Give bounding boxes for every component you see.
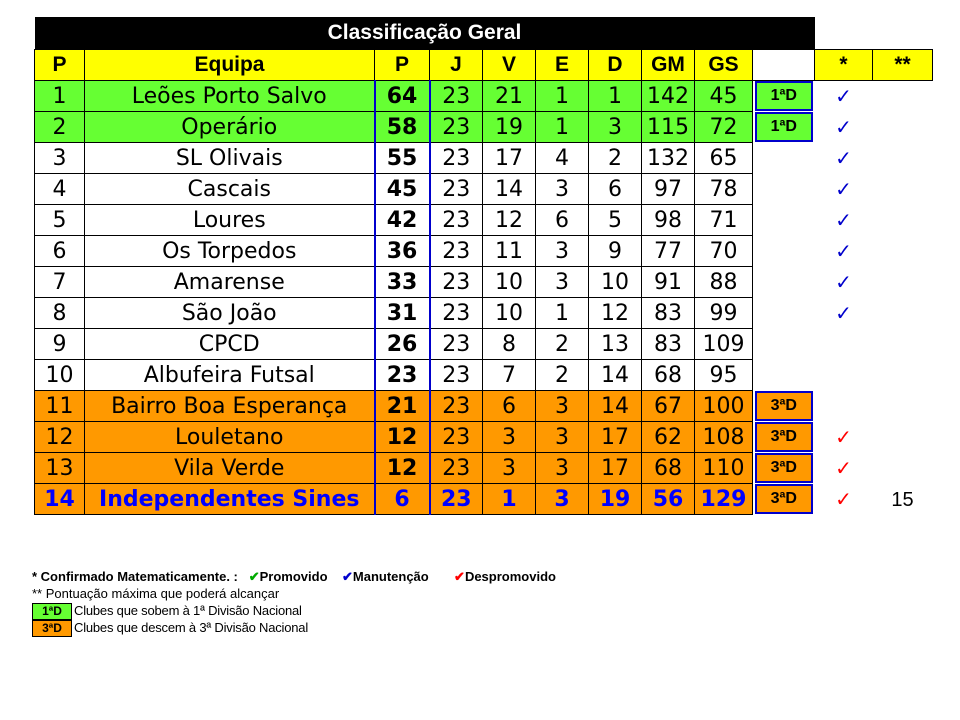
- position-cell: 7: [35, 267, 85, 298]
- division-cell: [753, 267, 815, 298]
- position-cell: 2: [35, 112, 85, 143]
- drawn-cell: 2: [536, 329, 589, 360]
- goals-against-cell: 108: [695, 422, 753, 453]
- division-badge: 3ªD: [755, 391, 813, 421]
- table-row: [35, 391, 933, 422]
- goals-against-cell: 109: [695, 329, 753, 360]
- check-icon: ✔: [454, 569, 465, 584]
- header-team: Equipa: [85, 50, 375, 81]
- legend-max-points: ** Pontuação máxima que poderá alcançar: [32, 586, 280, 601]
- division-cell: [753, 360, 815, 391]
- won-cell: 11: [483, 236, 536, 267]
- header-position: P: [35, 50, 85, 81]
- team-cell: São João: [85, 298, 375, 329]
- check-icon: ✓: [835, 114, 852, 139]
- table-row: [35, 267, 933, 298]
- lost-cell: 14: [589, 360, 642, 391]
- lost-cell: 10: [589, 267, 642, 298]
- goals-against-cell: 78: [695, 174, 753, 205]
- check-icon: ✓: [835, 238, 852, 263]
- goals-for-cell: 98: [642, 205, 695, 236]
- drawn-cell: 1: [536, 81, 589, 112]
- points-cell: 6: [375, 484, 430, 515]
- header-max-points: **: [873, 50, 933, 81]
- check-icon: ✓: [835, 83, 852, 108]
- first-division-box: 1ªD: [32, 603, 72, 620]
- lost-cell: 1: [589, 81, 642, 112]
- won-cell: 17: [483, 143, 536, 174]
- won-cell: 10: [483, 298, 536, 329]
- legend-confirmed-label: * Confirmado Matematicamente. :: [32, 569, 238, 584]
- confirmed-cell: [815, 81, 873, 112]
- drawn-cell: 3: [536, 236, 589, 267]
- division-cell: [753, 205, 815, 236]
- table-row: [35, 484, 933, 515]
- points-cell: 55: [375, 143, 430, 174]
- division-badge: 3ªD: [755, 453, 813, 483]
- lost-cell: 3: [589, 112, 642, 143]
- goals-for-cell: 62: [642, 422, 695, 453]
- table-row: [35, 112, 933, 143]
- lost-cell: 19: [589, 484, 642, 515]
- confirmed-cell: [815, 236, 873, 267]
- check-icon: ✓: [835, 176, 852, 201]
- lost-cell: 5: [589, 205, 642, 236]
- confirmed-cell: [815, 329, 873, 360]
- legend-promoted: Promovido: [259, 569, 328, 584]
- goals-against-cell: 99: [695, 298, 753, 329]
- max-points-cell: [873, 143, 933, 174]
- lost-cell: 17: [589, 453, 642, 484]
- goals-for-cell: 115: [642, 112, 695, 143]
- position-cell: 5: [35, 205, 85, 236]
- goals-against-cell: 70: [695, 236, 753, 267]
- table-title: Classificação Geral: [35, 17, 815, 50]
- goals-for-cell: 142: [642, 81, 695, 112]
- points-cell: 12: [375, 453, 430, 484]
- played-cell: 23: [430, 143, 483, 174]
- division-badge: 1ªD: [755, 81, 813, 111]
- goals-against-cell: 129: [695, 484, 753, 515]
- check-icon: ✓: [835, 455, 852, 480]
- team-cell: Operário: [85, 112, 375, 143]
- division-cell: [753, 143, 815, 174]
- team-cell: Albufeira Futsal: [85, 360, 375, 391]
- team-cell: Os Torpedos: [85, 236, 375, 267]
- played-cell: 23: [430, 484, 483, 515]
- team-cell: Amarense: [85, 267, 375, 298]
- check-icon: ✓: [835, 300, 852, 325]
- lost-cell: 14: [589, 391, 642, 422]
- division-badge: 3ªD: [755, 422, 813, 452]
- played-cell: 23: [430, 422, 483, 453]
- confirmed-cell: [815, 174, 873, 205]
- won-cell: 12: [483, 205, 536, 236]
- drawn-cell: 6: [536, 205, 589, 236]
- team-cell: Vila Verde: [85, 453, 375, 484]
- header-goals-against: GS: [695, 50, 753, 81]
- played-cell: 23: [430, 205, 483, 236]
- points-cell: 21: [375, 391, 430, 422]
- confirmed-cell: [815, 112, 873, 143]
- division-badge: 1ªD: [755, 112, 813, 142]
- check-icon: ✓: [835, 424, 852, 449]
- drawn-cell: 3: [536, 391, 589, 422]
- points-cell: 42: [375, 205, 430, 236]
- won-cell: 3: [483, 422, 536, 453]
- drawn-cell: 4: [536, 143, 589, 174]
- goals-for-cell: 83: [642, 298, 695, 329]
- goals-for-cell: 97: [642, 174, 695, 205]
- legend-relegated: Despromovido: [464, 569, 556, 584]
- division-cell: [753, 112, 815, 143]
- points-cell: 31: [375, 298, 430, 329]
- confirmed-cell: [815, 422, 873, 453]
- goals-for-cell: 132: [642, 143, 695, 174]
- position-cell: 14: [35, 484, 85, 515]
- drawn-cell: 1: [536, 112, 589, 143]
- division-cell: [753, 174, 815, 205]
- goals-against-cell: 72: [695, 112, 753, 143]
- max-points-cell: [873, 298, 933, 329]
- played-cell: 23: [430, 453, 483, 484]
- played-cell: 23: [430, 174, 483, 205]
- max-points-cell: [873, 391, 933, 422]
- division-badge: 3ªD: [755, 484, 813, 514]
- max-points-cell: [873, 112, 933, 143]
- team-cell: Cascais: [85, 174, 375, 205]
- lost-cell: 2: [589, 143, 642, 174]
- points-cell: 45: [375, 174, 430, 205]
- position-cell: 13: [35, 453, 85, 484]
- header-points: P: [375, 50, 430, 81]
- header-division-blank: [753, 50, 815, 81]
- lost-cell: 17: [589, 422, 642, 453]
- standings-body: [35, 81, 933, 515]
- position-cell: 8: [35, 298, 85, 329]
- won-cell: 19: [483, 112, 536, 143]
- team-cell: Louletano: [85, 422, 375, 453]
- max-points-cell: [873, 174, 933, 205]
- header-won: V: [483, 50, 536, 81]
- confirmed-cell: [815, 205, 873, 236]
- points-cell: 36: [375, 236, 430, 267]
- drawn-cell: 1: [536, 298, 589, 329]
- check-icon: ✓: [835, 145, 852, 170]
- confirmed-cell: [815, 391, 873, 422]
- table-row: [35, 329, 933, 360]
- points-cell: 26: [375, 329, 430, 360]
- check-icon: ✔: [248, 569, 260, 584]
- header-played: J: [430, 50, 483, 81]
- table-row: [35, 205, 933, 236]
- header-lost: D: [589, 50, 642, 81]
- goals-for-cell: 77: [642, 236, 695, 267]
- goals-against-cell: 110: [695, 453, 753, 484]
- check-icon: ✓: [835, 269, 852, 294]
- points-cell: 12: [375, 422, 430, 453]
- played-cell: 23: [430, 267, 483, 298]
- team-cell: Loures: [85, 205, 375, 236]
- points-cell: 33: [375, 267, 430, 298]
- won-cell: 10: [483, 267, 536, 298]
- confirmed-cell: [815, 360, 873, 391]
- drawn-cell: 3: [536, 422, 589, 453]
- points-cell: 64: [375, 81, 430, 112]
- max-points-cell: [873, 453, 933, 484]
- team-cell: Leões Porto Salvo: [85, 81, 375, 112]
- goals-for-cell: 68: [642, 360, 695, 391]
- check-icon: ✓: [835, 207, 852, 232]
- max-points-cell: [873, 267, 933, 298]
- confirmed-cell: [815, 484, 873, 515]
- table-row: [35, 143, 933, 174]
- lost-cell: 6: [589, 174, 642, 205]
- played-cell: 23: [430, 298, 483, 329]
- header-goals-for: GM: [642, 50, 695, 81]
- position-cell: 4: [35, 174, 85, 205]
- goals-against-cell: 45: [695, 81, 753, 112]
- lost-cell: 12: [589, 298, 642, 329]
- header-drawn: E: [536, 50, 589, 81]
- division-cell: [753, 453, 815, 484]
- max-points-value: 15: [891, 488, 914, 511]
- table-row: [35, 453, 933, 484]
- position-cell: 12: [35, 422, 85, 453]
- header-confirmed: *: [815, 50, 873, 81]
- lost-cell: 9: [589, 236, 642, 267]
- max-points-cell: [873, 205, 933, 236]
- goals-against-cell: 95: [695, 360, 753, 391]
- division-cell: [753, 236, 815, 267]
- won-cell: 1: [483, 484, 536, 515]
- lost-cell: 13: [589, 329, 642, 360]
- team-cell: Independentes Sines: [85, 484, 375, 515]
- max-points-cell: [873, 236, 933, 267]
- division-cell: [753, 81, 815, 112]
- won-cell: 21: [483, 81, 536, 112]
- team-cell: SL Olivais: [85, 143, 375, 174]
- first-division-text: Clubes que sobem à 1ª Divisão Nacional: [74, 603, 302, 618]
- goals-against-cell: 88: [695, 267, 753, 298]
- points-cell: 58: [375, 112, 430, 143]
- played-cell: 23: [430, 391, 483, 422]
- confirmed-cell: [815, 453, 873, 484]
- goals-for-cell: 68: [642, 453, 695, 484]
- table-row: [35, 422, 933, 453]
- played-cell: 23: [430, 112, 483, 143]
- table-row: [35, 298, 933, 329]
- goals-for-cell: 56: [642, 484, 695, 515]
- drawn-cell: 3: [536, 484, 589, 515]
- team-cell: Bairro Boa Esperança: [85, 391, 375, 422]
- legend: [32, 568, 556, 636]
- max-points-cell: [873, 329, 933, 360]
- position-cell: 9: [35, 329, 85, 360]
- table-row: [35, 174, 933, 205]
- division-cell: [753, 298, 815, 329]
- max-points-cell: [873, 484, 933, 515]
- max-points-cell: [873, 360, 933, 391]
- won-cell: 6: [483, 391, 536, 422]
- team-cell: CPCD: [85, 329, 375, 360]
- legend-maintained: Manutenção: [352, 569, 429, 584]
- played-cell: 23: [430, 329, 483, 360]
- table-row: [35, 81, 933, 112]
- drawn-cell: 3: [536, 453, 589, 484]
- max-points-cell: [873, 81, 933, 112]
- third-division-box: 3ªD: [32, 620, 72, 637]
- position-cell: 10: [35, 360, 85, 391]
- goals-against-cell: 71: [695, 205, 753, 236]
- goals-for-cell: 83: [642, 329, 695, 360]
- check-icon: ✔: [341, 569, 353, 584]
- division-cell: [753, 484, 815, 515]
- drawn-cell: 2: [536, 360, 589, 391]
- confirmed-cell: [815, 143, 873, 174]
- confirmed-cell: [815, 298, 873, 329]
- won-cell: 14: [483, 174, 536, 205]
- goals-against-cell: 100: [695, 391, 753, 422]
- points-cell: 23: [375, 360, 430, 391]
- legend-first-division: [32, 602, 556, 619]
- played-cell: 23: [430, 236, 483, 267]
- legend-confirmed-line: [32, 568, 556, 585]
- third-division-text: Clubes que descem à 3ª Divisão Nacional: [74, 620, 309, 635]
- confirmed-cell: [815, 267, 873, 298]
- table-row: [35, 236, 933, 267]
- goals-for-cell: 67: [642, 391, 695, 422]
- played-cell: 23: [430, 360, 483, 391]
- position-cell: 11: [35, 391, 85, 422]
- division-cell: [753, 329, 815, 360]
- played-cell: 23: [430, 81, 483, 112]
- standings-table: [34, 17, 933, 515]
- position-cell: 1: [35, 81, 85, 112]
- goals-against-cell: 65: [695, 143, 753, 174]
- check-icon: ✓: [835, 486, 852, 511]
- max-points-cell: [873, 422, 933, 453]
- won-cell: 7: [483, 360, 536, 391]
- division-cell: [753, 422, 815, 453]
- won-cell: 8: [483, 329, 536, 360]
- won-cell: 3: [483, 453, 536, 484]
- position-cell: 3: [35, 143, 85, 174]
- drawn-cell: 3: [536, 174, 589, 205]
- position-cell: 6: [35, 236, 85, 267]
- legend-third-division: [32, 619, 556, 636]
- goals-for-cell: 91: [642, 267, 695, 298]
- drawn-cell: 3: [536, 267, 589, 298]
- table-row: [35, 360, 933, 391]
- division-cell: [753, 391, 815, 422]
